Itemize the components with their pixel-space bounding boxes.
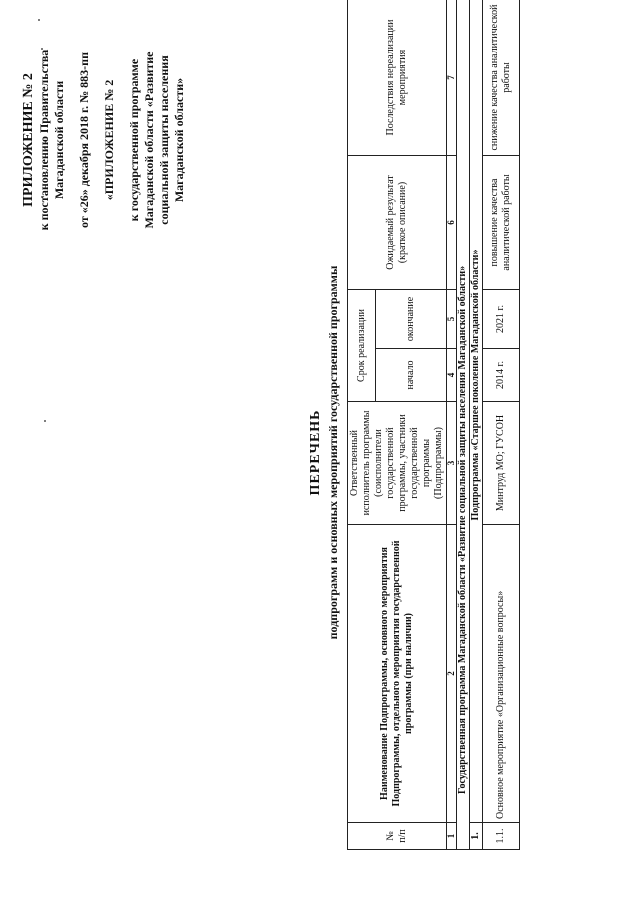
column-number: 6 bbox=[447, 156, 457, 290]
col-header-start: начало bbox=[376, 349, 447, 402]
col-header-name: Наименование Подпрограммы, основного мероприятия Подпрограммы, отдельного мероприятия государственной программы (при наличии) bbox=[348, 525, 447, 823]
col-header-executor: Ответственный исполнитель программы (соисполнители государственной программы, участники государственной программы (Подпрограммы) bbox=[348, 402, 447, 525]
table-row bbox=[483, 0, 520, 850]
appendix-title: ПРИЛОЖЕНИЕ № 2 bbox=[21, 73, 36, 207]
row-num: 1.1. bbox=[483, 823, 520, 850]
col-header-period: Срок реализации bbox=[348, 290, 376, 402]
column-number: 1 bbox=[447, 823, 457, 850]
subprogram-title: Подпрограмма «Старшее поколение Магаданской области» bbox=[470, 0, 483, 823]
column-number: 2 bbox=[447, 525, 457, 823]
col-header-consequences: Последствия нереализации мероприятия bbox=[348, 0, 447, 156]
row-executor: Минтруд МО; ГУСОН bbox=[483, 402, 520, 525]
program-line: Магаданской области» bbox=[172, 77, 186, 203]
col-header-result: Ожидаемый результат (краткое описание) bbox=[348, 156, 447, 290]
row-consequences: снижение качества аналитической работы bbox=[483, 0, 520, 156]
col-header-num: № п/п bbox=[348, 823, 447, 850]
column-number-row bbox=[447, 0, 457, 850]
program-line: к государственной программе bbox=[127, 58, 141, 222]
measures-table bbox=[347, 0, 520, 850]
program-line: социальной защиты населения bbox=[157, 55, 171, 225]
document-title bbox=[307, 0, 341, 905]
title-main: ПЕРЕЧЕНЬ bbox=[308, 409, 323, 496]
decree-date: от «26» декабря 2018 г. № 883-пп bbox=[77, 52, 91, 229]
appendix-header bbox=[20, 10, 187, 270]
subprogram-num: 1. bbox=[470, 823, 483, 850]
col-header-end: окончание bbox=[376, 290, 447, 349]
column-number: 5 bbox=[447, 290, 457, 349]
scan-speck bbox=[44, 420, 46, 422]
title-subtitle: подпрограмм и основных мероприятий государственной программы bbox=[326, 265, 340, 640]
decree-line: к постановлению Правительства bbox=[37, 49, 51, 231]
column-number: 3 bbox=[447, 402, 457, 525]
column-number: 7 bbox=[447, 0, 457, 156]
state-program-row bbox=[457, 0, 470, 850]
subprogram-row bbox=[470, 0, 483, 850]
inner-appendix-title: «ПРИЛОЖЕНИЕ № 2 bbox=[102, 79, 116, 201]
column-number: 4 bbox=[447, 349, 457, 402]
state-program-title: Государственная программа Магаданской области «Развитие социальной защиты населения Магаданской области» bbox=[457, 0, 470, 850]
row-start: 2014 г. bbox=[483, 349, 520, 402]
row-end: 2021 г. bbox=[483, 290, 520, 349]
row-name: Основное мероприятие «Организационные вопросы» bbox=[483, 525, 520, 823]
program-line: Магаданской области «Развитие bbox=[142, 51, 156, 229]
table-header-row bbox=[348, 0, 376, 850]
row-result: повышение качества аналитической работы bbox=[483, 156, 520, 290]
decree-line: Магаданской области bbox=[52, 80, 66, 200]
